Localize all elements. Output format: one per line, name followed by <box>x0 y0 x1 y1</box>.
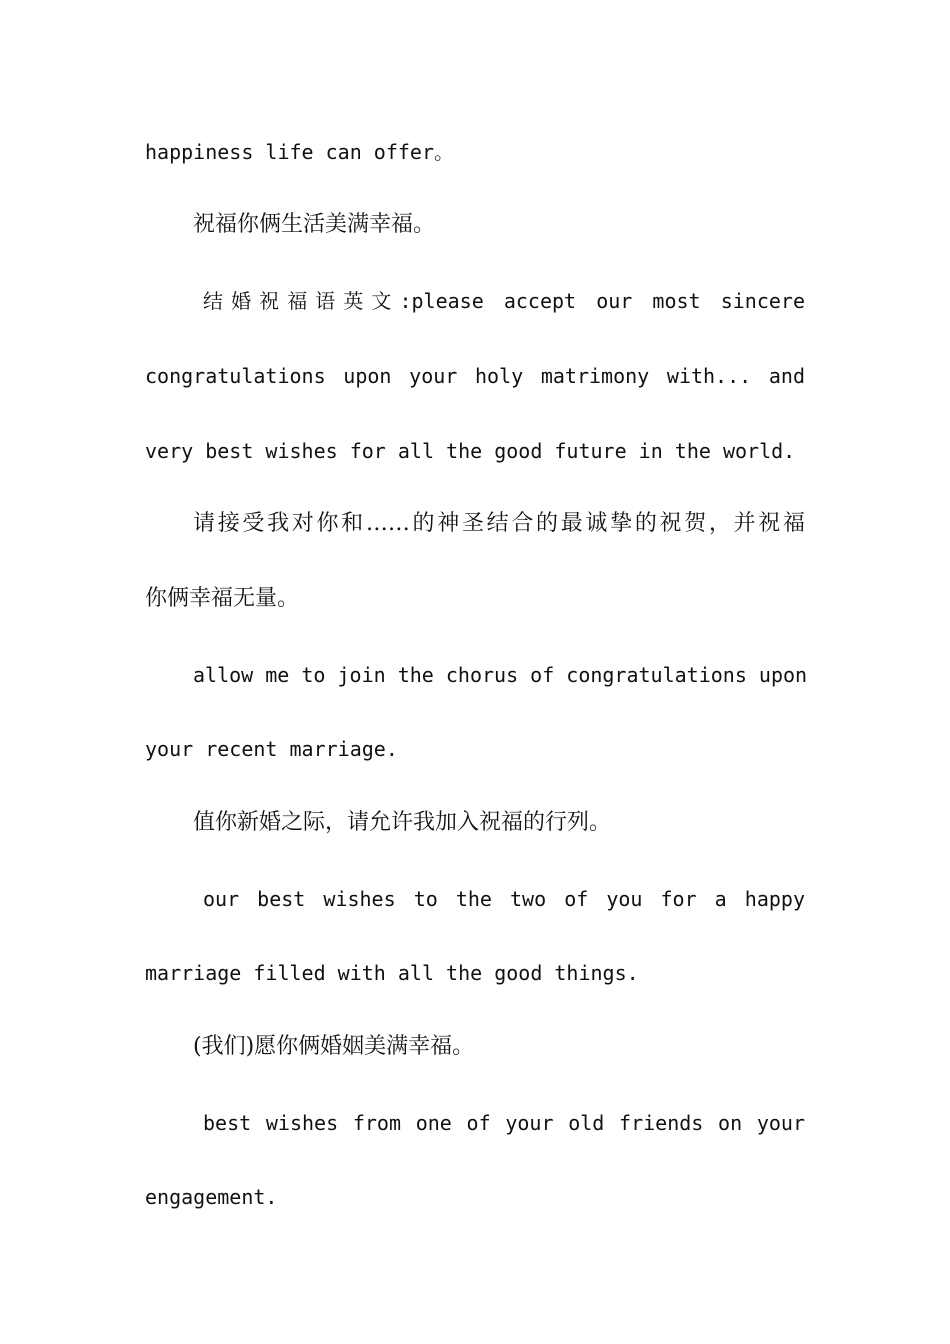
text-line: allow me to join the chorus of congratulations upon <box>193 663 808 687</box>
text-line: congratulations upon your holy matrimony with... and <box>145 364 805 388</box>
text-line: engagement. <box>145 1185 278 1209</box>
text-line: our best wishes to the two of you for a happy <box>203 887 805 911</box>
text-line: 你俩幸福无量。 <box>145 586 300 611</box>
text-line: your recent marriage. <box>145 737 398 761</box>
text-line: marriage filled with all the good things. <box>145 961 639 985</box>
text-line: happiness life can offer。 <box>145 140 454 164</box>
text-line: 结婚祝福语英文:please accept our most sincere <box>203 289 805 313</box>
text-line: best wishes from one of your old friends on your <box>203 1111 805 1135</box>
text-line: (我们)愿你俩婚姻美满幸福。 <box>193 1034 475 1059</box>
text-line: 值你新婚之际，请允许我加入祝福的行列。 <box>193 810 612 835</box>
text-line: very best wishes for all the good future in the world. <box>145 439 796 463</box>
text-line: 祝福你俩生活美满幸福。 <box>193 212 436 237</box>
text-line: 请接受我对你和……的神圣结合的最诚挚的祝贺，并祝福 <box>193 511 805 536</box>
